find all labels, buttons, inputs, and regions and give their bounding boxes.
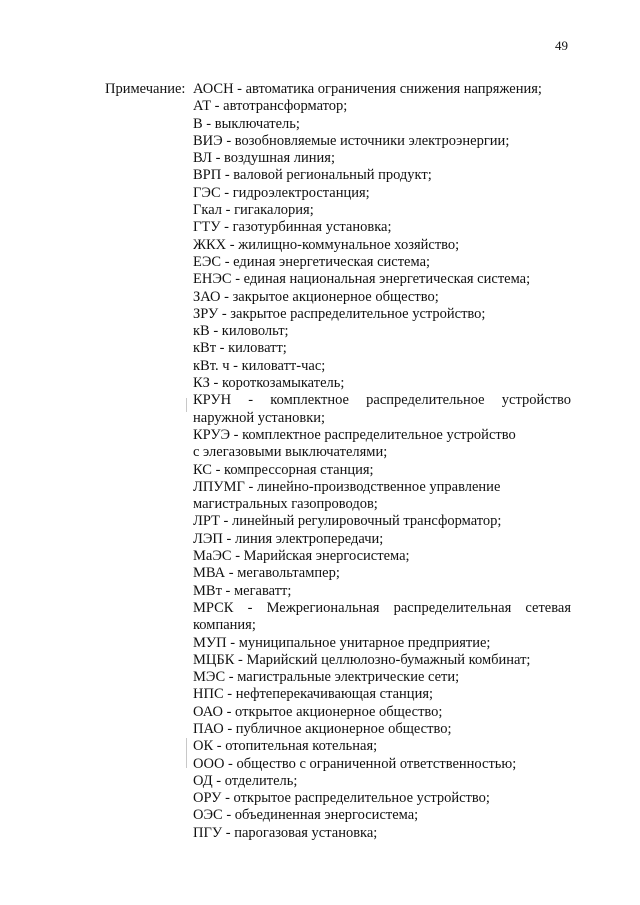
abbreviation-entry: МВА - мегавольтампер; xyxy=(193,565,340,582)
abbreviation-entry: ООО - общество с ограниченной ответственностью; xyxy=(193,755,517,772)
abbreviation-entry: ОД - отделитель; xyxy=(193,772,298,789)
abbreviation-entry: компания; xyxy=(193,617,256,634)
abbreviation-entry: ПГУ - парогазовая установка; xyxy=(193,824,378,841)
abbreviation-entry: КРУЭ - комплектное распределительное устройство xyxy=(193,426,516,443)
abbreviation-entry: АТ - автотрансформатор; xyxy=(193,98,348,115)
abbreviation-entry: ЖКХ - жилищно-коммунальное хозяйство; xyxy=(193,236,460,253)
abbreviation-entry: МВт - мегаватт; xyxy=(193,582,292,599)
abbreviation-entry: кВт. ч - киловатт-час; xyxy=(193,357,326,374)
abbreviation-entry: ЕЭС - единая энергетическая система; xyxy=(193,253,431,270)
abbreviation-entry: ГЭС - гидроэлектростанция; xyxy=(193,184,370,201)
abbreviation-entry: ЗАО - закрытое акционерное общество; xyxy=(193,288,439,305)
margin-mark-lower xyxy=(186,738,187,768)
abbreviation-entry: ВЛ - воздушная линия; xyxy=(193,150,335,167)
abbreviation-entry: Гкал - гигакалория; xyxy=(193,202,314,219)
abbreviation-entry: ВРП - валовой региональный продукт; xyxy=(193,167,432,184)
abbreviation-entry: МЦБК - Марийский целлюлозно-бумажный комбинат; xyxy=(193,651,531,668)
abbreviation-entry: магистральных газопроводов; xyxy=(193,496,378,513)
abbreviation-entry: ГТУ - газотурбинная установка; xyxy=(193,219,392,236)
abbreviation-entry: КС - компрессорная станция; xyxy=(193,461,374,478)
abbreviation-entry: КРУН - комплектное распределительное устройство xyxy=(193,392,571,409)
abbreviation-entry: ОРУ - открытое распределительное устройство; xyxy=(193,790,490,807)
abbreviation-entry: ЛПУМГ - линейно-производственное управление xyxy=(193,478,501,495)
page-number: 49 xyxy=(555,38,568,53)
abbreviation-entry: ЛРТ - линейный регулировочный трансформатор; xyxy=(193,513,502,530)
abbreviation-entry: МЭС - магистральные электрические сети; xyxy=(193,669,460,686)
abbreviation-entry: ОК - отопительная котельная; xyxy=(193,738,378,755)
abbreviation-entry: АОСН - автоматика ограничения снижения напряжения; xyxy=(193,81,542,97)
abbreviation-entry: ЗРУ - закрытое распределительное устройство; xyxy=(193,305,486,322)
margin-mark-upper xyxy=(186,398,187,412)
abbreviation-entry: ВИЭ - возобновляемые источники электроэнергии; xyxy=(193,132,510,149)
abbreviation-entry: ЛЭП - линия электропередачи; xyxy=(193,530,384,547)
abbreviation-entry: НПС - нефтеперекачивающая станция; xyxy=(193,686,434,703)
abbreviation-entry: КЗ - короткозамыкатель; xyxy=(193,375,345,392)
abbreviation-entry: кВ - киловольт; xyxy=(193,323,289,340)
abbreviation-entry: В - выключатель; xyxy=(193,115,300,132)
abbreviation-entry: ОЭС - объединенная энергосистема; xyxy=(193,807,419,824)
abbreviation-entry: ЕНЭС - единая национальная энергетическая система; xyxy=(193,271,531,288)
abbreviation-entry: кВт - киловатт; xyxy=(193,340,287,357)
note-label: Примечание: xyxy=(105,81,186,97)
abbreviation-entry: ПАО - публичное акционерное общество; xyxy=(193,720,452,737)
abbreviation-entry: наружной установки; xyxy=(193,409,326,426)
abbreviation-entry: МаЭС - Марийская энергосистема; xyxy=(193,548,410,565)
abbreviation-entry: МРСК - Межрегиональная распределительная сетевая xyxy=(193,599,571,616)
abbreviation-entry: с элегазовыми выключателями; xyxy=(193,444,388,461)
abbreviation-entry: МУП - муниципальное унитарное предприятие; xyxy=(193,634,491,651)
abbreviation-list xyxy=(193,81,571,842)
abbreviation-entry: ОАО - открытое акционерное общество; xyxy=(193,703,443,720)
